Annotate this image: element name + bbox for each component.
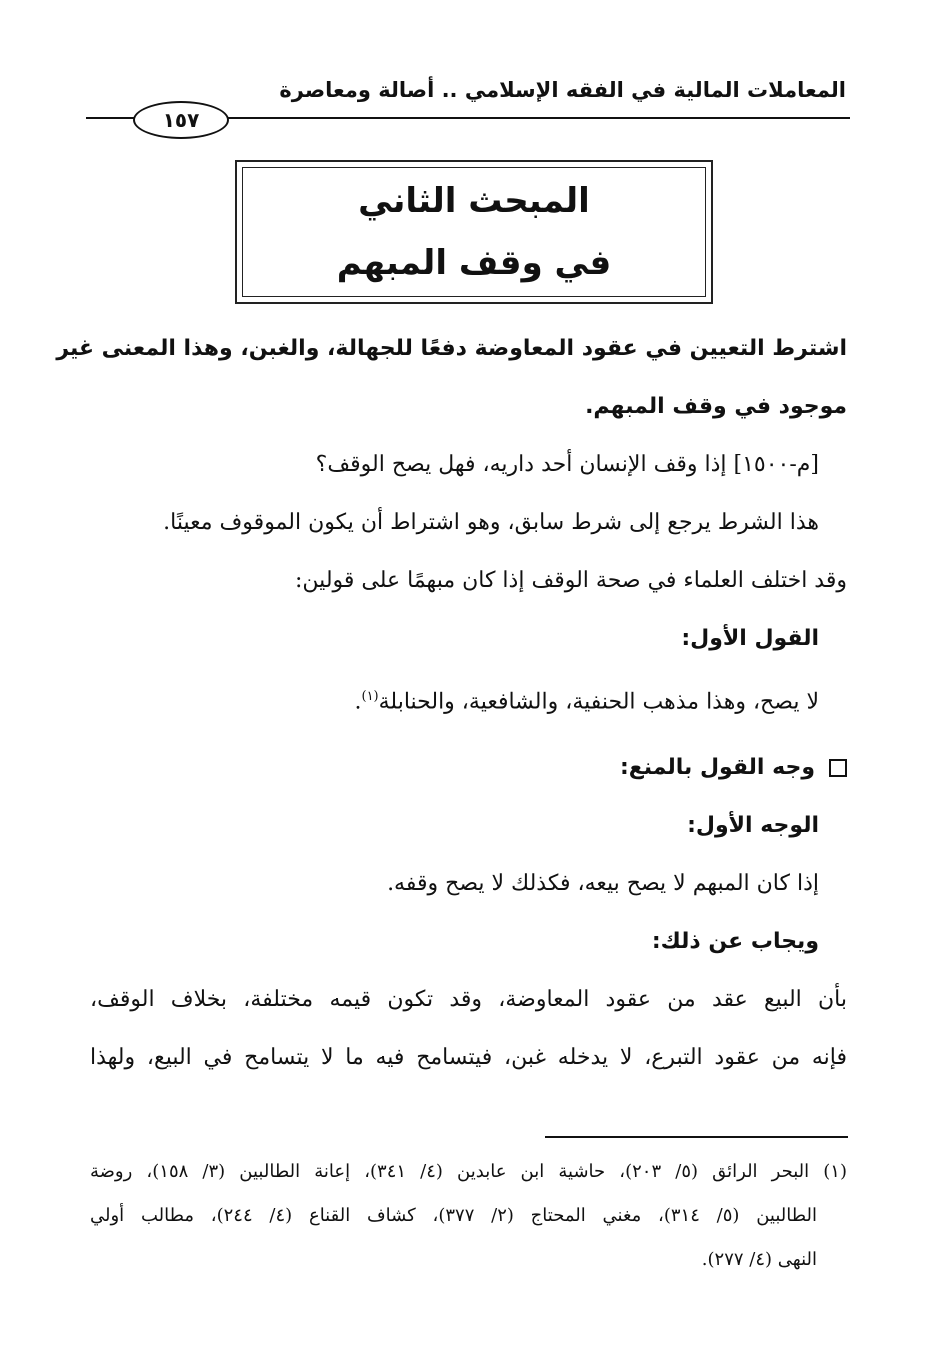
paragraph-condition: هذا الشرط يرجع إلى شرط سابق، وهو اشتراط أن يكون الموقوف معينًا. (163, 510, 819, 535)
first-opinion-text: لا يصح، وهذا مذهب الحنفية، والشافعية، والحنابلة (378, 689, 819, 715)
paragraph-intro-line-1: اشترط التعيين في عقود المعاوضة دفعًا للجهالة، والغبن، وهذا المعنى غير (56, 336, 847, 361)
heading-first-opinion: القول الأول: (681, 626, 819, 651)
paragraph-dispute: وقد اختلف العلماء في صحة الوقف إذا كان مبهمًا على قولين: (295, 568, 847, 593)
footnote-rule (545, 1136, 848, 1138)
section-subtitle: في وقف المبهم (336, 243, 612, 283)
heading-reason (90, 739, 847, 797)
paragraph-first-aspect: إذا كان المبهم لا يصح بيعه، فكذلك لا يصح وقفه. (387, 871, 819, 897)
first-opinion-end: . (354, 689, 362, 715)
section-title-box (235, 160, 713, 304)
page-number: ١٥٧ (133, 101, 229, 139)
paragraph-answer-line-1: بأن البيع عقد من عقود المعاوضة، وقد تكون قيمه مختلفة، بخلاف الوقف، (90, 987, 847, 1013)
footnote-1-line-1: (١) البحر الرائق (٥/ ٢٠٣)، حاشية ابن عابدين (٤/ ٣٤١)، إعانة الطالبين (٣/ ١٥٨)، روضة (90, 1161, 847, 1182)
main-text (56, 320, 847, 1087)
section-title: المبحث الثاني (358, 181, 590, 221)
paragraph-first-opinion (90, 668, 847, 731)
footnotes (90, 1150, 847, 1282)
heading-reason-label: وجه القول بالمنع: (619, 755, 815, 781)
paragraph-issue: [م-١٥٠٠] إذا وقف الإنسان أحد داريه، فهل يصح الوقف؟ (315, 452, 819, 477)
heading-first-aspect: الوجه الأول: (687, 813, 819, 839)
footnote-1-line-2: الطالبين (٥/ ٣١٤)، مغني المحتاج (٢/ ٣٧٧)، كشاف القناع (٤/ ٢٤٤)، مطالب أولي (90, 1205, 817, 1226)
square-bullet-icon (829, 759, 847, 777)
footnote-ref-1: (١) (361, 689, 379, 704)
paragraph-answer-line-2: فإنه من عقود التبرع، لا يدخله غبن، فيتسامح فيه ما لا يتسامح في البيع، ولهذا (90, 1045, 847, 1071)
running-header: المعاملات المالية في الفقه الإسلامي .. أصالة ومعاصرة (279, 78, 846, 102)
paragraph-intro-line-2: موجود في وقف المبهم. (585, 394, 847, 419)
heading-answer: ويجاب عن ذلك: (651, 929, 819, 955)
footnote-1-line-3: النهى (٤/ ٢٧٧). (701, 1249, 817, 1270)
